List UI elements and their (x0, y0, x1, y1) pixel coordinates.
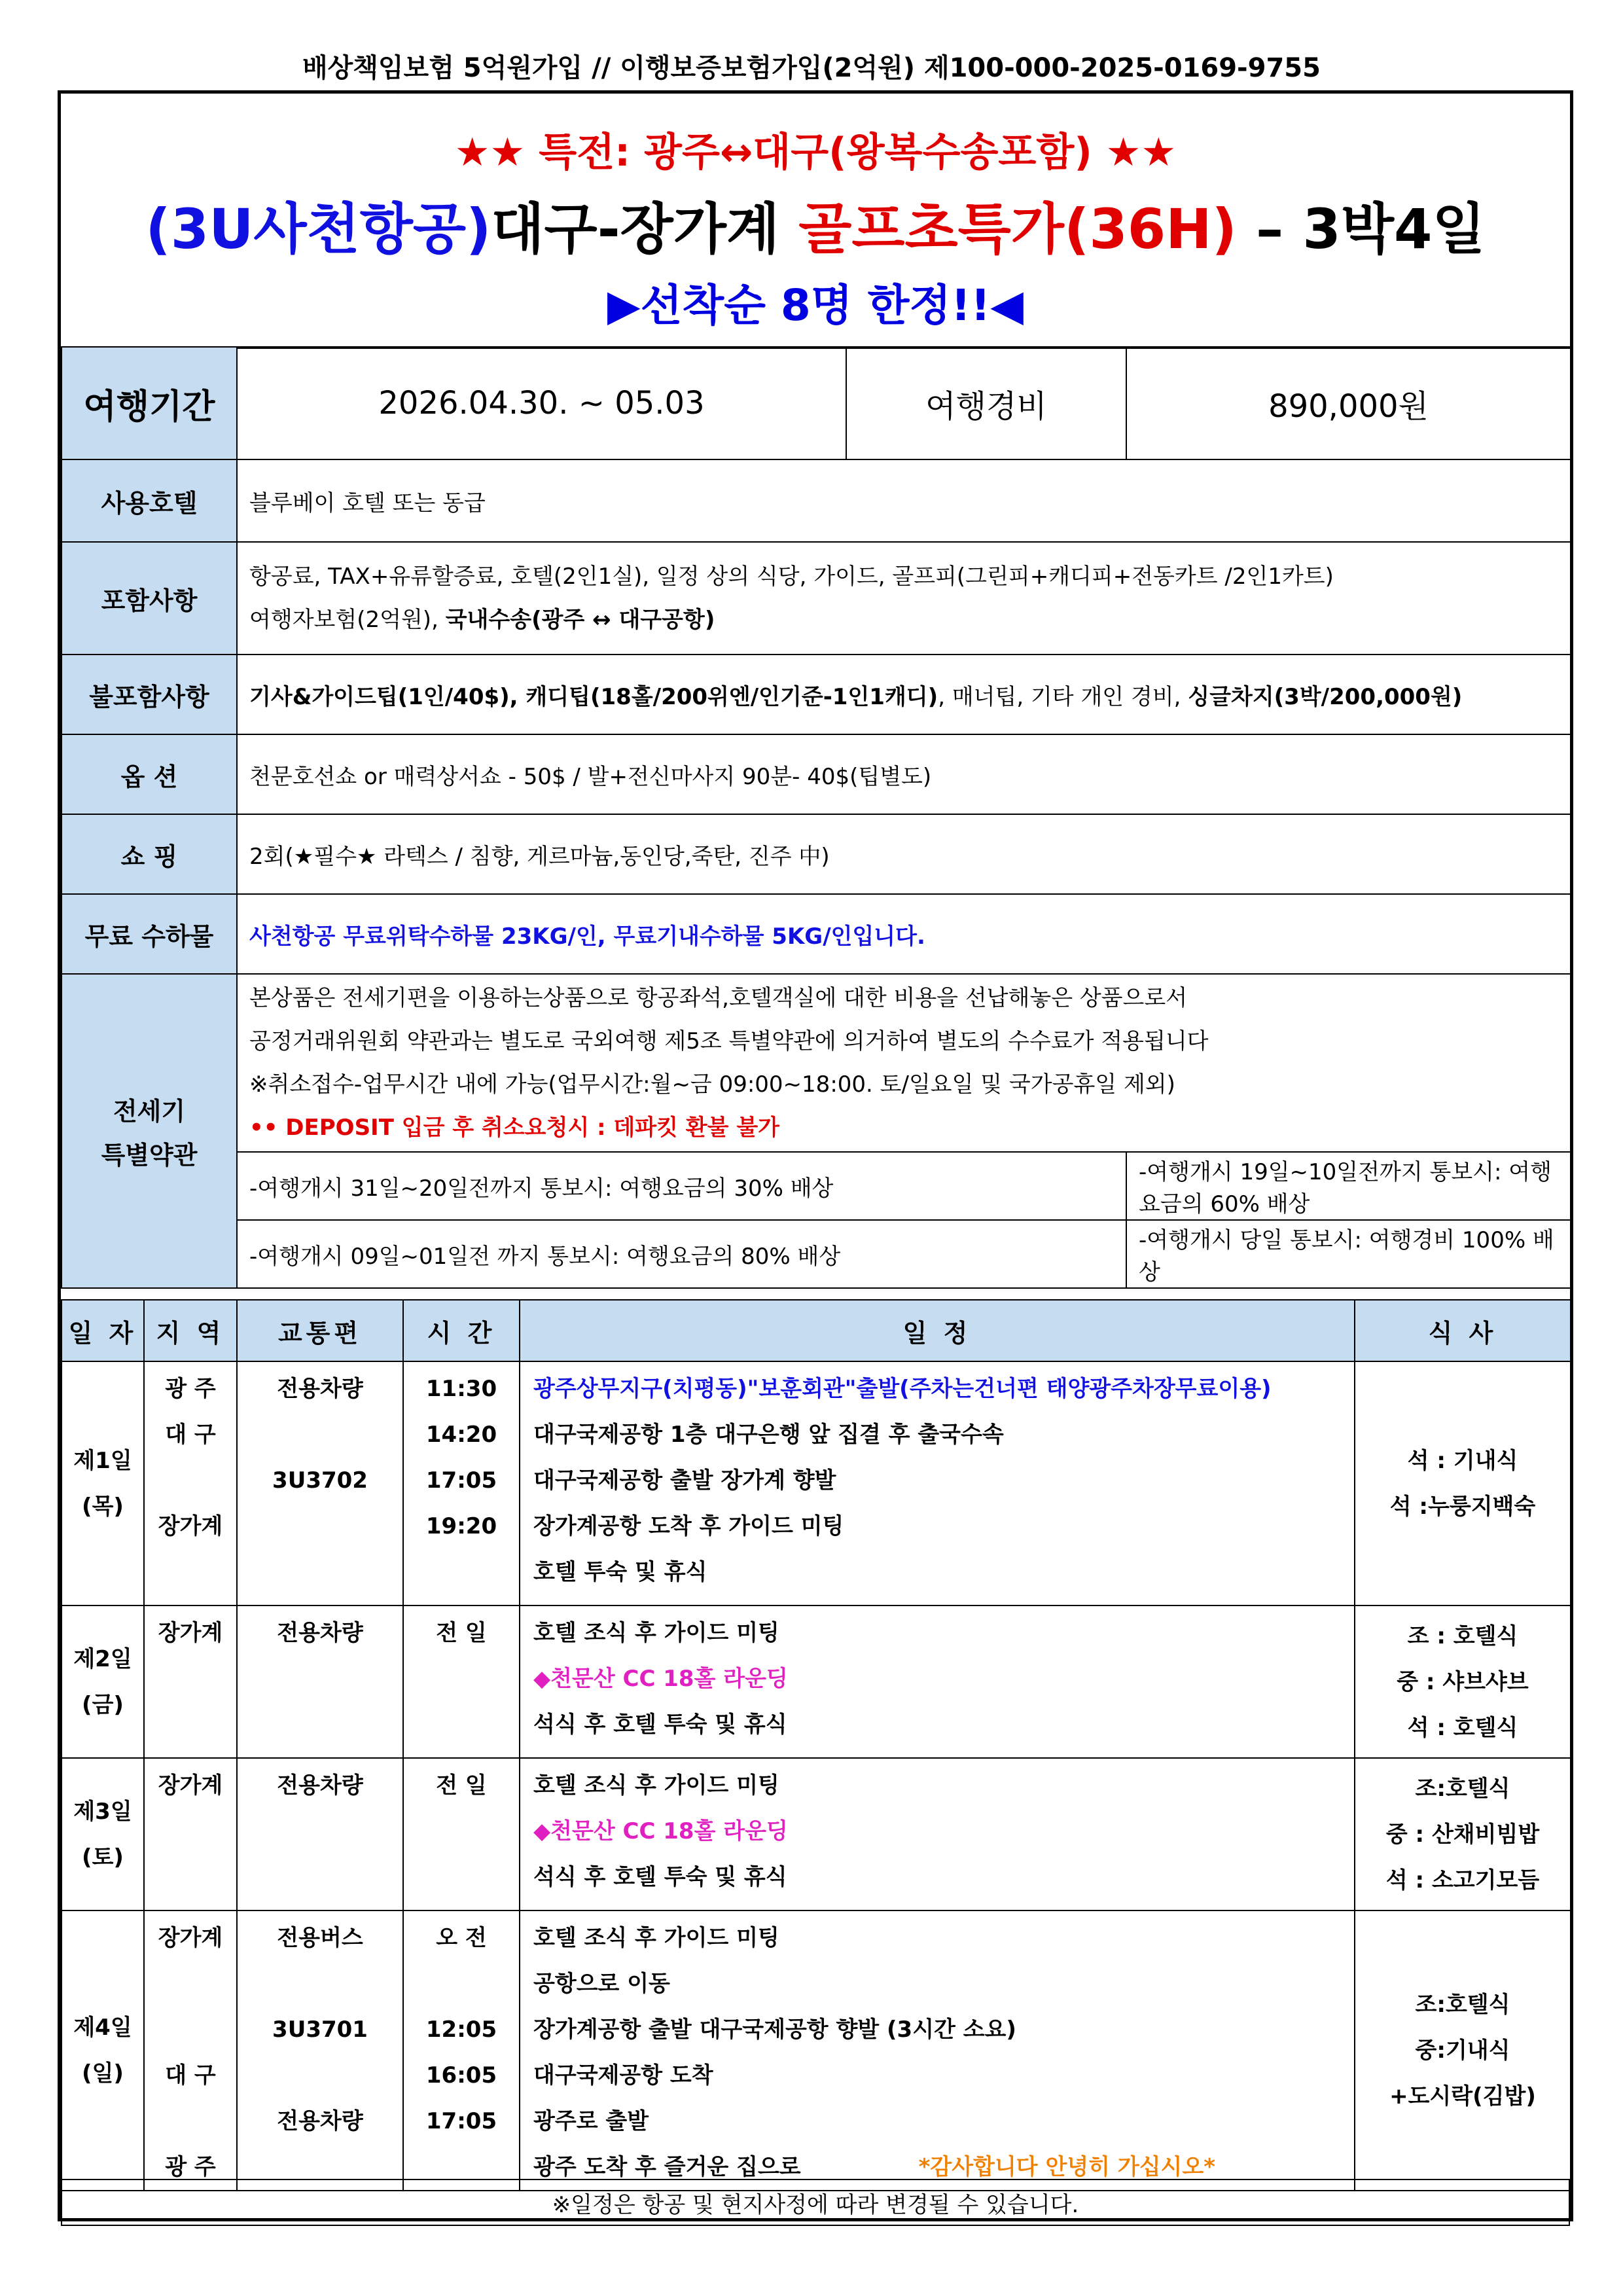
meal-1: 조 : 호텔식 (1407, 1623, 1518, 1649)
itinerary-item: ◆천문산 CC 18홀 라운딩 (533, 1818, 788, 1844)
itinerary-line-3 (520, 1854, 1354, 1900)
places-3 (145, 1702, 236, 1748)
option-value: 천문호선쇼 or 매력상서쇼 - 50$ / 발+전신마사지 90분- 40$(팁별도) (237, 734, 1571, 814)
itinerary-item: 장가계공항 출발 대구국제공항 향발 (3시간 소요) (533, 2017, 1016, 2043)
places-4: 장가계 (158, 1513, 223, 1539)
transport-3: 3U3701 (272, 2017, 368, 2043)
day-weekday: (일) (82, 2060, 124, 2087)
day-meals (1355, 1361, 1571, 1605)
period-label: 여행기간 (62, 347, 237, 459)
day-label (62, 1910, 144, 2191)
special-offer: ★★ 특전: 광주↔대구(왕복수송포함) ★★ (454, 130, 1177, 175)
places-2: 대 구 (165, 1422, 216, 1448)
baggage-label: 무료 수하물 (62, 894, 237, 974)
hotel-label: 사용호텔 (62, 459, 237, 542)
header-place: 지 역 (144, 1300, 237, 1361)
day-row-1 (61, 1361, 1571, 1606)
times-2 (404, 1808, 519, 1854)
included-label: 포함사항 (62, 542, 237, 655)
day-places (144, 1605, 237, 1758)
itinerary-line-4 (520, 1503, 1354, 1549)
itinerary-sheet (58, 90, 1573, 2221)
transport-1: 전용버스 (277, 1925, 363, 1951)
times-3 (404, 1854, 519, 1900)
hotel-value: 블루베이 호텔 또는 동급 (237, 459, 1571, 542)
day-number: 제2일 (73, 1645, 132, 1672)
title-airline: (3U사천항공) (145, 197, 491, 261)
shopping-value: 2회(★필수★ 라텍스 / 침향, 게르마늄,동인당,죽탄, 진주 中) (237, 814, 1571, 894)
itinerary-line-1 (520, 1610, 1354, 1656)
places-6: 광 주 (165, 2154, 216, 2180)
title-nights: – 3박4일 (1236, 197, 1486, 261)
itinerary-line-5 (520, 1549, 1354, 1595)
charter-line-2: 공정거래위원회 약관과는 별도로 국외여행 제5조 특별약관에 의거하여 별도의 수수료가 적용됩니다 (249, 1028, 1209, 1054)
day-itinerary (520, 1758, 1355, 1910)
itinerary-item: 대구국제공항 출발 장가계 향발 (533, 1467, 836, 1494)
day-weekday: (토) (82, 1844, 124, 1871)
places-1: 장가계 (158, 1620, 223, 1646)
times-2: 14:20 (425, 1422, 497, 1448)
places-2 (145, 1656, 236, 1702)
transport-3 (238, 1702, 402, 1748)
charter-label-1: 전세기 (113, 1097, 186, 1126)
transport-3: 3U3702 (272, 1467, 368, 1494)
itinerary-item: 광주 도착 후 즐거운 집으로 (533, 2154, 801, 2180)
places-2 (145, 1961, 236, 2007)
day-transport (237, 1910, 403, 2191)
meal-2: 석 :누룽지백숙 (1389, 1493, 1536, 1520)
itinerary-line-5 (520, 2098, 1354, 2144)
times-3 (404, 1702, 519, 1748)
included-insurance: 여행자보험(2억원), (249, 607, 446, 633)
itinerary-line-3 (520, 1702, 1354, 1748)
cost-label: 여행경비 (846, 347, 1126, 459)
times-1: 전 일 (436, 1772, 487, 1799)
info-table (61, 346, 1571, 1289)
meal-2: 중:기내식 (1415, 2037, 1510, 2064)
itinerary-item: 대구국제공항 도착 (533, 2062, 713, 2089)
included-value (237, 542, 1571, 655)
meal-2: 중 : 산채비빔밥 (1385, 1821, 1540, 1848)
day-transport (237, 1361, 403, 1605)
day-times (403, 1910, 520, 2191)
places-4: 대 구 (165, 2062, 216, 2089)
charter-line-4: •• DEPOSIT 입금 후 취소요청시 : 데파킷 환불 불가 (249, 1115, 780, 1141)
itinerary-item: ◆천문산 CC 18홀 라운딩 (533, 1666, 788, 1692)
charter-label-2: 특별약관 (101, 1141, 198, 1170)
itinerary-item: 장가계공항 도착 후 가이드 미팅 (533, 1513, 844, 1539)
charter-terms (237, 974, 1571, 1152)
included-line-2 (249, 598, 1558, 641)
cancel-rule-3: -여행개시 09일~01일전 까지 통보시: 여행요금의 80% 배상 (237, 1220, 1126, 1288)
schedule-header (62, 1300, 1571, 1361)
places-1: 장가계 (158, 1772, 223, 1799)
charter-line-1: 본상품은 전세기편을 이용하는상품으로 항공좌석,호텔객실에 대한 비용을 선납해놓은 상품으로서 (249, 985, 1188, 1011)
times-5 (404, 1549, 519, 1595)
excluded-single-charge: 싱글차지(3박/200,000원) (1188, 683, 1463, 710)
baggage-value: 사천항공 무료위탁수하물 23KG/인, 무료기내수하물 5KG/인입니다. (237, 894, 1571, 974)
transport-1: 전용차량 (277, 1376, 363, 1402)
transport-1: 전용차량 (277, 1772, 363, 1799)
itinerary-item: 석식 후 호텔 투숙 및 휴식 (533, 1712, 787, 1738)
itinerary-item: 대구국제공항 1층 대구은행 앞 집결 후 출국수속 (533, 1422, 1004, 1448)
title-route: 대구-장가계 (491, 197, 799, 261)
day-places (144, 1361, 237, 1605)
itinerary-line-2 (520, 1961, 1354, 2007)
day-meals (1355, 1758, 1571, 1910)
times-4: 19:20 (425, 1513, 497, 1539)
farewell-message: *감사합니다 안녕히 가십시오* (918, 2154, 1216, 2180)
header-itinerary: 일 정 (520, 1300, 1355, 1361)
day-itinerary (520, 1910, 1355, 2191)
header-day: 일 자 (62, 1300, 144, 1361)
itinerary-item: 호텔 조식 후 가이드 미팅 (533, 1772, 779, 1799)
itinerary-item: 호텔 투숙 및 휴식 (533, 1559, 707, 1585)
transport-4 (238, 2053, 402, 2098)
itinerary-line-1 (520, 1763, 1354, 1808)
day-places (144, 1910, 237, 2191)
places-5 (145, 2098, 236, 2144)
day-transport (237, 1605, 403, 1758)
transport-3 (238, 1854, 402, 1900)
places-2 (145, 1808, 236, 1854)
day-meals (1355, 1910, 1571, 2191)
insurance-notice: 배상책임보험 5억원가입 // 이행보증보험가입(2억원) 제100-000-2025-0169-9755 (302, 53, 1321, 83)
itinerary-line-1 (520, 1366, 1354, 1412)
times-1: 11:30 (425, 1376, 497, 1402)
meal-1: 조:호텔식 (1415, 1992, 1510, 2018)
transport-2 (238, 1412, 402, 1458)
day-itinerary (520, 1605, 1355, 1758)
header-time: 시 간 (403, 1300, 520, 1361)
times-3: 12:05 (425, 2017, 497, 2043)
places-1: 광 주 (165, 1376, 216, 1402)
header-transport: 교통편 (237, 1300, 403, 1361)
transport-2 (238, 1656, 402, 1702)
title-block (61, 94, 1570, 349)
itinerary-item: 공항으로 이동 (533, 1971, 670, 1997)
cancel-rule-1: -여행개시 31일~20일전까지 통보시: 여행요금의 30% 배상 (237, 1152, 1126, 1220)
option-label: 옵 션 (62, 734, 237, 814)
times-4: 16:05 (425, 2062, 497, 2089)
cancel-rule-4: -여행개시 당일 통보시: 여행경비 100% 배상 (1126, 1220, 1571, 1288)
day-times (403, 1605, 520, 1758)
day-weekday: (목) (82, 1493, 124, 1520)
itinerary-line-4 (520, 2053, 1354, 2098)
itinerary-item: 호텔 조식 후 가이드 미팅 (533, 1620, 779, 1646)
itinerary-line-2 (520, 1808, 1354, 1854)
meal-3: +도시락(김밥) (1389, 2083, 1536, 2109)
day-label (62, 1361, 144, 1605)
charter-line-3: ※취소접수-업무시간 내에 가능(업무시간:월~금 09:00~18:00. 토/일요일 및 국가공휴일 제외) (249, 1071, 1175, 1098)
product-title (61, 185, 1570, 264)
day-transport (237, 1758, 403, 1910)
day-row-3 (61, 1757, 1571, 1911)
transport-2 (238, 1808, 402, 1854)
day-row-2 (61, 1605, 1571, 1759)
itinerary-item: 광주로 출발 (533, 2108, 649, 2134)
day-itinerary (520, 1361, 1355, 1605)
day-times (403, 1361, 520, 1605)
itinerary-item: 석식 후 호텔 투숙 및 휴식 (533, 1864, 787, 1890)
places-3 (145, 1458, 236, 1503)
transport-1: 전용차량 (277, 1620, 363, 1646)
excluded-tips: 기사&가이드팁(1인/40$), 캐디팁(18홀/200위엔/인기준-1인1캐디) (249, 683, 938, 710)
transport-5: 전용차량 (277, 2108, 363, 2134)
day-label (62, 1758, 144, 1910)
places-1: 장가계 (158, 1925, 223, 1951)
transport-2 (238, 1961, 402, 2007)
itinerary-line-3 (520, 2007, 1354, 2053)
times-5: 17:05 (425, 2108, 497, 2134)
shopping-label: 쇼 핑 (62, 814, 237, 894)
times-2 (404, 1656, 519, 1702)
places-5 (145, 1549, 236, 1595)
places-3 (145, 1854, 236, 1900)
meal-1: 석 : 기내식 (1407, 1447, 1518, 1474)
itinerary-line-2 (520, 1656, 1354, 1702)
included-line-1: 항공료, TAX+유류할증료, 호텔(2인1실), 일정 상의 식당, 가이드, 골프피(그린피+캐디피+전동카트 /2인1카트) (249, 564, 1334, 590)
cost-value: 890,000원 (1126, 347, 1571, 459)
included-transfer: 국내수송(광주 ↔ 대구공항) (445, 607, 715, 633)
charter-label (62, 974, 237, 1288)
itinerary-item: 호텔 조식 후 가이드 미팅 (533, 1925, 779, 1951)
title-golf: 골프초특가(36H) (798, 197, 1237, 261)
transport-5 (238, 1549, 402, 1595)
itinerary-item: 광주상무지구(치평동)"보훈회관"출발(주차는건너편 태양광주차장무료이용) (533, 1376, 1272, 1402)
schedule-change-note: ※일정은 항공 및 현지사정에 따라 변경될 수 있습니다. (62, 2179, 1569, 2225)
times-3: 17:05 (425, 1467, 497, 1494)
itinerary-line-2 (520, 1412, 1354, 1458)
day-label (62, 1605, 144, 1758)
header-meal: 식 사 (1355, 1300, 1571, 1361)
day-times (403, 1758, 520, 1910)
day-weekday: (금) (82, 1691, 124, 1718)
day-places (144, 1758, 237, 1910)
times-1: 오 전 (436, 1925, 487, 1951)
meal-3: 석 : 소고기모듬 (1385, 1867, 1540, 1893)
footer-table (61, 2179, 1570, 2226)
schedule-table (61, 1299, 1571, 1362)
itinerary-line-3 (520, 1458, 1354, 1503)
excluded-misc: , 매너팁, 기타 개인 경비, (938, 683, 1188, 710)
places-3 (145, 2007, 236, 2053)
excluded-value (237, 655, 1571, 734)
times-2 (404, 1961, 519, 2007)
period-value: 2026.04.30. ~ 05.03 (237, 347, 846, 459)
transport-4 (238, 1503, 402, 1549)
limited-seats: ▶선착순 8명 한정!!◀ (607, 280, 1024, 331)
day-number: 제1일 (73, 1447, 132, 1474)
times-1: 전 일 (436, 1620, 487, 1646)
day-meals (1355, 1605, 1571, 1758)
day-number: 제3일 (73, 1798, 132, 1825)
day-row-4 (61, 1910, 1571, 2191)
meal-1: 조:호텔식 (1415, 1775, 1510, 1802)
day-number: 제4일 (73, 2015, 132, 2041)
meal-3: 석 : 호텔식 (1407, 1714, 1518, 1741)
excluded-label: 불포함사항 (62, 655, 237, 734)
itinerary-line-1 (520, 1915, 1354, 1961)
meal-2: 중 : 샤브샤브 (1397, 1668, 1529, 1695)
cancel-rule-2: -여행개시 19일~10일전까지 통보시: 여행요금의 60% 배상 (1126, 1152, 1571, 1220)
